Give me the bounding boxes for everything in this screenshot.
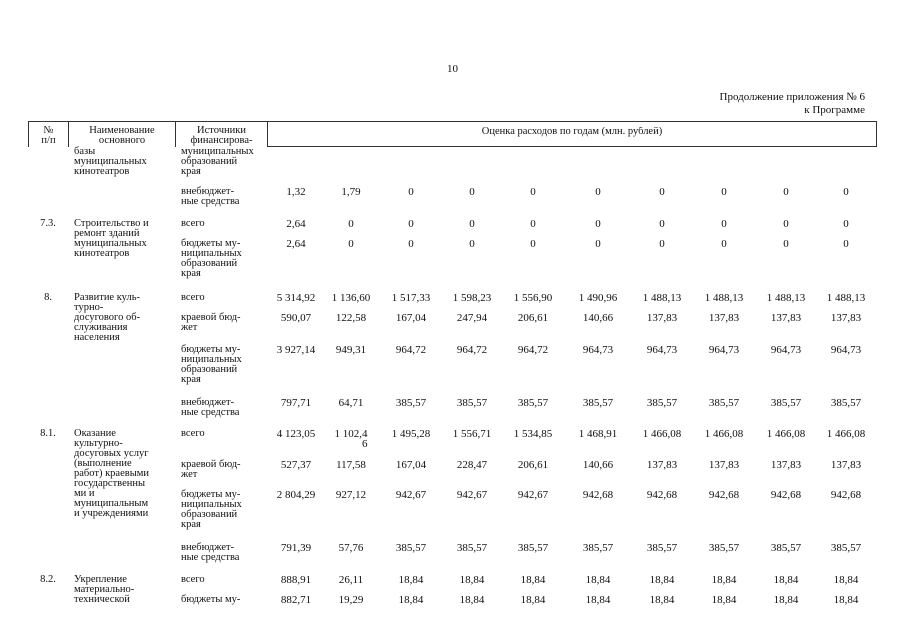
expense-value: 1 495,28	[391, 428, 431, 440]
expense-value: 0	[783, 186, 789, 198]
expense-value: 0	[530, 238, 536, 250]
funding-source-line: бюджеты му-	[181, 238, 241, 249]
row-name	[74, 219, 149, 259]
row-name-line: Развитие куль-	[74, 292, 140, 303]
expense-value: 0	[408, 238, 414, 250]
table-header-bottom-border	[268, 146, 876, 147]
expense-value: 964,73	[770, 344, 802, 356]
table-top-border	[28, 121, 876, 122]
funding-source	[181, 187, 239, 207]
expense-value: 1 466,08	[766, 428, 806, 440]
funding-source	[181, 575, 205, 585]
expense-value: 18,84	[711, 574, 737, 586]
funding-source-line: жет	[181, 469, 198, 480]
funding-source-line: всего	[181, 428, 205, 439]
expense-value: 2 804,29	[276, 489, 316, 501]
row-name	[74, 429, 149, 519]
expense-value: 0	[659, 186, 665, 198]
expense-value: 0	[469, 238, 475, 250]
funding-source-line: жет	[181, 322, 198, 333]
expense-value: 140,66	[582, 312, 614, 324]
expense-value: 18,84	[649, 574, 675, 586]
expense-value: 385,57	[395, 542, 427, 554]
expense-value: 0	[469, 186, 475, 198]
expense-value: 18,84	[459, 594, 485, 606]
row-name-line: Оказание	[74, 428, 116, 439]
expense-value: 0	[595, 218, 601, 230]
expense-value: 964,73	[708, 344, 740, 356]
expense-value: 385,57	[517, 542, 549, 554]
expense-value: 64,71	[338, 397, 364, 409]
funding-source	[181, 490, 242, 530]
expense-value: 0	[843, 238, 849, 250]
expense-value: 137,83	[646, 312, 678, 324]
funding-source	[181, 429, 205, 439]
row-number: 8.1.	[40, 428, 56, 439]
funding-source-line: ниципальных	[181, 499, 242, 510]
funding-source-line: всего	[181, 292, 205, 303]
expense-value: 137,83	[708, 459, 740, 471]
expense-value: 18,84	[459, 574, 485, 586]
expense-value: 0	[721, 186, 727, 198]
expense-value: 527,37	[280, 459, 312, 471]
expense-value: 888,91	[280, 574, 312, 586]
expense-value: 0	[843, 218, 849, 230]
expense-value: 1 534,85	[513, 428, 553, 440]
expense-value: 385,57	[395, 397, 427, 409]
expense-value: 1 488,13	[704, 292, 744, 304]
funding-source-line: края	[181, 268, 201, 279]
expense-value: 797,71	[280, 397, 312, 409]
expense-value: 0	[348, 238, 354, 250]
expense-value: 385,57	[770, 397, 802, 409]
expense-value: 0	[659, 218, 665, 230]
expense-value: 18,84	[773, 594, 799, 606]
funding-source	[181, 219, 205, 229]
expense-value: 942,68	[830, 489, 862, 501]
expense-value: 964,73	[582, 344, 614, 356]
expense-value: 942,68	[708, 489, 740, 501]
expense-value: 140,66	[582, 459, 614, 471]
expense-value: 137,83	[646, 459, 678, 471]
expense-value: 18,84	[398, 574, 424, 586]
expense-value: 18,84	[585, 594, 611, 606]
expense-value: 0	[721, 218, 727, 230]
expense-value: 385,57	[770, 542, 802, 554]
expense-value: 18,84	[833, 574, 859, 586]
row-name-line: и учреждениями	[74, 508, 149, 519]
funding-source-line: ниципальных	[181, 248, 242, 259]
expense-value: 882,71	[280, 594, 312, 606]
expense-value: 385,57	[582, 542, 614, 554]
row-name-line: технической	[74, 594, 130, 605]
funding-source-line: бюджеты му-	[181, 344, 241, 355]
row-name-line: ми и	[74, 488, 95, 499]
row-name-line: кинотеатров	[74, 248, 130, 259]
funding-source-line: бюджеты му-	[181, 489, 241, 500]
row-name-line: турно-	[74, 302, 104, 313]
funding-source	[181, 293, 205, 303]
expense-value: 590,07	[280, 312, 312, 324]
funding-source-line: краевой бюд-	[181, 312, 241, 323]
expense-value: 949,31	[335, 344, 367, 356]
row-name-line: Строительство и	[74, 218, 149, 229]
expense-value: 167,04	[395, 459, 427, 471]
funding-source-line: всего	[181, 218, 205, 229]
row-name	[74, 575, 134, 605]
row-name	[74, 147, 147, 177]
row-name-line: ремонт зданий	[74, 228, 140, 239]
appendix-continuation-note	[720, 91, 865, 117]
expense-value: 18,84	[585, 574, 611, 586]
row-number: 8.2.	[40, 574, 56, 585]
expense-value: 942,68	[582, 489, 614, 501]
expense-value: 0	[595, 238, 601, 250]
expense-value: 4 123,05	[276, 428, 316, 440]
expense-value	[335, 429, 368, 449]
funding-source-line: образований	[181, 258, 238, 269]
row-name-line: муниципальных	[74, 156, 147, 167]
expense-value: 1 466,08	[826, 428, 866, 440]
funding-source-line: ниципальных	[181, 354, 242, 365]
funding-source-line: образований	[181, 156, 238, 167]
row-name-line: культурно-	[74, 438, 123, 449]
expense-value: 206,61	[517, 459, 549, 471]
expense-value: 0	[659, 238, 665, 250]
funding-source	[181, 313, 241, 333]
expense-value: 942,67	[517, 489, 549, 501]
page-number: 10	[447, 63, 458, 75]
funding-source-line: образований	[181, 364, 238, 375]
expense-value: 942,67	[395, 489, 427, 501]
row-name-line: досугового об-	[74, 312, 141, 323]
funding-source-line: ные средства	[181, 196, 240, 207]
appendix-note-line: к Программе	[804, 104, 865, 116]
expense-value: 1 488,13	[642, 292, 682, 304]
expense-value: 18,84	[398, 594, 424, 606]
funding-source-line: всего	[181, 574, 205, 585]
expense-value: 3 927,14	[276, 344, 316, 356]
expense-value-line: 6	[362, 438, 368, 450]
expense-value: 137,83	[830, 459, 862, 471]
expense-value: 385,57	[708, 397, 740, 409]
funding-source	[181, 147, 254, 177]
row-name-line: работ) краевыми	[74, 468, 150, 479]
expense-value: 1 488,13	[766, 292, 806, 304]
row-name-line: служивания	[74, 322, 128, 333]
funding-source-line: муниципальных	[181, 146, 254, 157]
header-col-name: Наименование основного	[89, 126, 155, 146]
expense-value: 1 468,91	[578, 428, 618, 440]
funding-source-line: ные средства	[181, 552, 240, 563]
funding-source-line: края	[181, 166, 201, 177]
funding-source-line: бюджеты му-	[181, 594, 241, 605]
expense-value: 2,64	[286, 218, 306, 230]
expense-value: 1 598,23	[452, 292, 492, 304]
expense-value: 1 466,08	[642, 428, 682, 440]
funding-source	[181, 239, 242, 279]
expense-value: 1,79	[341, 186, 361, 198]
expense-value: 1 517,33	[391, 292, 431, 304]
expense-value: 137,83	[830, 312, 862, 324]
expense-value: 0	[530, 218, 536, 230]
row-name-line: досуговых услуг	[74, 448, 149, 459]
expense-value: 385,57	[646, 397, 678, 409]
expense-value: 385,57	[830, 397, 862, 409]
expense-value: 964,72	[395, 344, 427, 356]
row-number: 8.	[44, 292, 52, 303]
expense-value: 942,68	[646, 489, 678, 501]
expense-value: 228,47	[456, 459, 488, 471]
header-col-source: Источники финансирова-	[190, 126, 253, 146]
expense-value: 0	[595, 186, 601, 198]
expense-value: 247,94	[456, 312, 488, 324]
expense-value: 18,84	[833, 594, 859, 606]
expense-value: 117,58	[336, 459, 366, 471]
expense-value-line: 1 102,4	[334, 428, 368, 440]
funding-source-line: ные средства	[181, 407, 240, 418]
funding-source-line: образований	[181, 509, 238, 520]
funding-source-line: внебюджет-	[181, 542, 235, 553]
expense-value: 57,76	[338, 542, 364, 554]
expense-value: 385,57	[456, 397, 488, 409]
expense-value: 0	[469, 218, 475, 230]
row-name-line: (выполнение	[74, 458, 132, 469]
expense-value: 18,84	[520, 574, 546, 586]
expense-value: 385,57	[456, 542, 488, 554]
expense-value: 0	[530, 186, 536, 198]
funding-source-line: края	[181, 519, 201, 530]
funding-source-line: края	[181, 374, 201, 385]
expense-value: 385,57	[830, 542, 862, 554]
expense-value: 0	[843, 186, 849, 198]
expense-value: 26,11	[338, 574, 364, 586]
appendix-note-line: Продолжение приложения № 6	[719, 91, 865, 103]
funding-source-line: краевой бюд-	[181, 459, 241, 470]
row-name-line: базы	[74, 146, 96, 157]
expense-value: 18,84	[649, 594, 675, 606]
expense-value: 0	[783, 218, 789, 230]
expense-value: 0	[348, 218, 354, 230]
row-name-line: кинотеатров	[74, 166, 130, 177]
expense-value: 1 466,08	[704, 428, 744, 440]
expense-value: 167,04	[395, 312, 427, 324]
expense-value: 942,68	[770, 489, 802, 501]
row-name-line: Укрепление	[74, 574, 127, 585]
funding-source	[181, 398, 239, 418]
expense-value: 137,83	[770, 459, 802, 471]
row-name-line: муниципальных	[74, 238, 147, 249]
expense-value: 18,84	[711, 594, 737, 606]
expense-value: 385,57	[517, 397, 549, 409]
expense-value: 964,72	[456, 344, 488, 356]
table-border-right	[876, 121, 877, 147]
row-name-line: государственны	[74, 478, 146, 489]
expense-value: 137,83	[708, 312, 740, 324]
expense-value: 385,57	[708, 542, 740, 554]
header-col-number: № п/п	[41, 126, 56, 146]
row-name-line: материально-	[74, 584, 135, 595]
funding-source-line: внебюджет-	[181, 186, 235, 197]
expense-value: 18,84	[773, 574, 799, 586]
expense-value: 964,72	[517, 344, 549, 356]
expense-value: 122,58	[335, 312, 367, 324]
expense-value: 0	[408, 186, 414, 198]
funding-source-line: внебюджет-	[181, 397, 235, 408]
row-number: 7.3.	[40, 218, 56, 229]
row-name	[74, 293, 140, 343]
expense-value: 0	[408, 218, 414, 230]
expense-value: 1 490,96	[578, 292, 618, 304]
row-name-line: населения	[74, 332, 120, 343]
expense-value: 2,64	[286, 238, 306, 250]
expense-value: 964,73	[830, 344, 862, 356]
expense-value: 942,67	[456, 489, 488, 501]
expense-value: 137,83	[770, 312, 802, 324]
funding-source	[181, 345, 242, 385]
expense-value: 791,39	[280, 542, 312, 554]
expense-value: 5 314,92	[276, 292, 316, 304]
row-name-line: муниципальным	[74, 498, 149, 509]
expense-value: 18,84	[520, 594, 546, 606]
header-col-estimate: Оценка расходов по годам (млн. рублей)	[481, 127, 663, 137]
expense-value: 1 488,13	[826, 292, 866, 304]
expense-value: 1,32	[286, 186, 306, 198]
expense-value: 19,29	[338, 594, 364, 606]
expense-value: 1 556,71	[452, 428, 492, 440]
expense-value: 927,12	[335, 489, 367, 501]
expense-value: 206,61	[517, 312, 549, 324]
funding-source	[181, 543, 239, 563]
funding-source	[181, 460, 241, 480]
funding-source	[181, 595, 240, 605]
expense-value: 0	[783, 238, 789, 250]
expense-value: 0	[721, 238, 727, 250]
expense-value: 385,57	[646, 542, 678, 554]
expense-value: 1 556,90	[513, 292, 553, 304]
expense-value: 385,57	[582, 397, 614, 409]
expense-value: 1 136,60	[331, 292, 371, 304]
expense-value: 964,73	[646, 344, 678, 356]
